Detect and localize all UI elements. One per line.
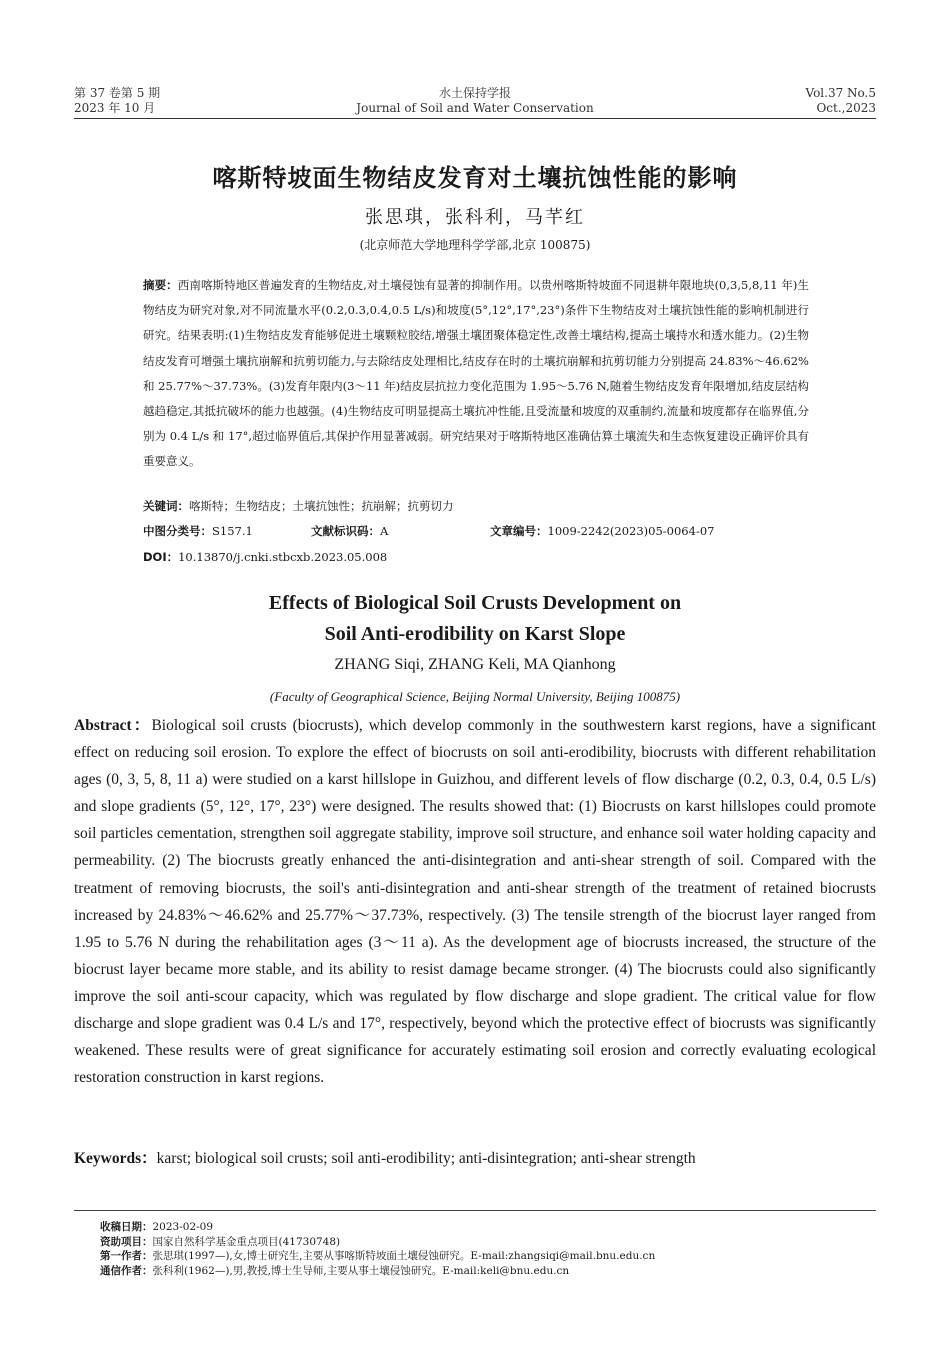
affiliation-zh: (北京师范大学地理科学学部,北京 100875): [359, 238, 591, 252]
running-header: [74, 86, 876, 119]
keywords-en: [74, 1148, 876, 1170]
footnote-fund: 资助项目：国家自然科学基金重点项目(41730748): [100, 1235, 341, 1248]
doi-label: DOI：: [143, 550, 179, 564]
paper-title-zh: 喀斯特坡面生物结皮发育对土壤抗蚀性能的影响: [212, 164, 738, 192]
keywords-en-text: karst; biological soil crusts; soil anti-erodibility; anti-disintegration; anti-shear strength: [156, 1150, 696, 1167]
keywords-en-label: Keywords：: [74, 1150, 157, 1167]
article-number: 文章编号：1009-2242(2023)05-0064-07: [490, 524, 715, 538]
paper-title-en-line2: Soil Anti-erodibility on Karst Slope: [324, 623, 626, 645]
clc-number: 中图分类号：S157.1: [143, 524, 253, 538]
authors-zh: 张思琪，张科利，马芊红: [365, 207, 585, 228]
keywords-zh-text: 喀斯特；生物结皮；土壤抗蚀性；抗崩解；抗剪切力: [189, 499, 454, 513]
footnotes: [100, 1220, 860, 1278]
abstract-en-label: Abstract：: [74, 717, 152, 734]
footnote-corresponding-author: 通信作者：张科利(1962—),男,教授,博士生导师,主要从事土壤侵蚀研究。E-mail:keli@bnu.edu.cn: [100, 1264, 570, 1277]
paper-title-en-line1: Effects of Biological Soil Crusts Development on: [268, 592, 682, 614]
affiliation-en: (Faculty of Geographical Science, Beijing Normal University, Beijing 100875): [269, 689, 681, 704]
keywords-zh-label: 关键词：: [143, 499, 189, 513]
abstract-zh-text: 西南喀斯特地区普遍发育的生物结皮,对土壤侵蚀有显著的抑制作用。以贵州喀斯特坡面不同退耕年限地块(0,3,5,8,11 年)生物结皮为研究对象,对不同流量水平(0.2,0.3,0.4,0.5 L/s)和坡度(5°,12°,17°,23°)条件下生物结皮对土壤抗蚀性能的影响机制进行研究。结果表明:(1)生物结皮发育能够促进土壤颗粒胶结,增强土壤团聚体稳定性,改善土壤结构,提高土壤持水和透水能力。(2)生物结皮发育可增强土壤抗崩解和抗剪切能力,与去除结皮处理相比,结皮存在时的土壤抗崩解和抗剪切能力分别提高 24.83%～46.62%和 25.77%～37.73%。(3)发育年限内(3～11 年)结皮层抗拉力变化范围为 1.95～5.76 N,随着生物结皮发育年限增加,结皮层结构越趋稳定,其抵抗破坏的能力也越强。(4)生物结皮可明显提高土壤抗冲性能,且受流量和坡度的双重制约,流量和坡度都存在临界值,分别为 0.4 L/s 和 17°,超过临界值后,其保护作用显著减弱。研究结果对于喀斯特地区准确估算土壤流失和生态恢复建设正确评价具有重要意义。: [143, 278, 809, 469]
header-journal: 水土保持学报 Journal of Soil and Water Conservation: [356, 86, 594, 115]
doi-value: 10.13870/j.cnki.stbcxb.2023.05.008: [178, 550, 388, 564]
header-issue: 第 37 卷第 5 期 2023 年 10 月: [74, 86, 161, 115]
paper-title-en: [0, 588, 950, 650]
footnote-received: 收稿日期：2023-02-09: [100, 1221, 214, 1233]
footnote-divider: [74, 1210, 876, 1211]
abstract-zh-label: 摘要：: [143, 278, 178, 292]
classification-line: [143, 521, 809, 541]
abstract-zh: [143, 273, 809, 475]
abstract-en-text: Biological soil crusts (biocrusts), which develop commonly in the southwestern karst regions, have a significant effect on reducing soil erosion. To explore the effect of biocrusts on soil anti-erodibility, biocrusts with different rehabilitation ages (0, 3, 5, 8, 11 a) were studied on a karst hillslope in Guizhou, and different levels of flow discharge (0.2, 0.3, 0.4, 0.5 L/s) and slope gradients (5°, 12°, 17°, 23°) were designed. The results showed that: (1) Biocrusts on karst hillslopes could promote soil particles cementation, strengthen soil aggregate stability, improve soil structure, and enhance soil water holding capacity and permeability. (2) The biocrusts greatly enhanced the anti-disintegration and anti-shear strength of soil. Compared with the treatment of removing biocrusts, the soil's anti-disintegration and anti-shear strength of the treatment of retained biocrusts increased by 24.83%～46.62% and 25.77%～37.73%, respectively. (3) The tensile strength of the biocrust layer ranged from 1.95 to 5.76 N during the rehabilitation ages (3～11 a). As the development age of biocrusts increased, the structure of the biocrust layer became more stable, and its ability to resist damage became stronger. (4) The biocrusts could also significantly improve the soil anti-scour capacity, which was regulated by flow discharge and slope gradient. The critical value for flow discharge and slope gradient was 0.4 L/s and 17°, respectively, beyond which the protective effect of biocrusts was significantly weakened. These results were of great significance for accurately estimating soil erosion and correctly evaluating ecological restoration construction in karst regions.: [74, 717, 876, 1087]
keywords-zh: [143, 496, 809, 516]
footnote-first-author: 第一作者：张思琪(1997—),女,博士研究生,主要从事喀斯特坡面土壤侵蚀研究。E-mail:zhangsiqi@mail.bnu.edu.cn: [100, 1250, 656, 1263]
document-code: 文献标识码：A: [311, 524, 389, 538]
header-volume: Vol.37 No.5 Oct.,2023: [805, 86, 876, 115]
doi-line: [143, 547, 809, 567]
authors-en: ZHANG Siqi, ZHANG Keli, MA Qianhong: [334, 656, 616, 673]
abstract-en: [74, 712, 876, 1091]
